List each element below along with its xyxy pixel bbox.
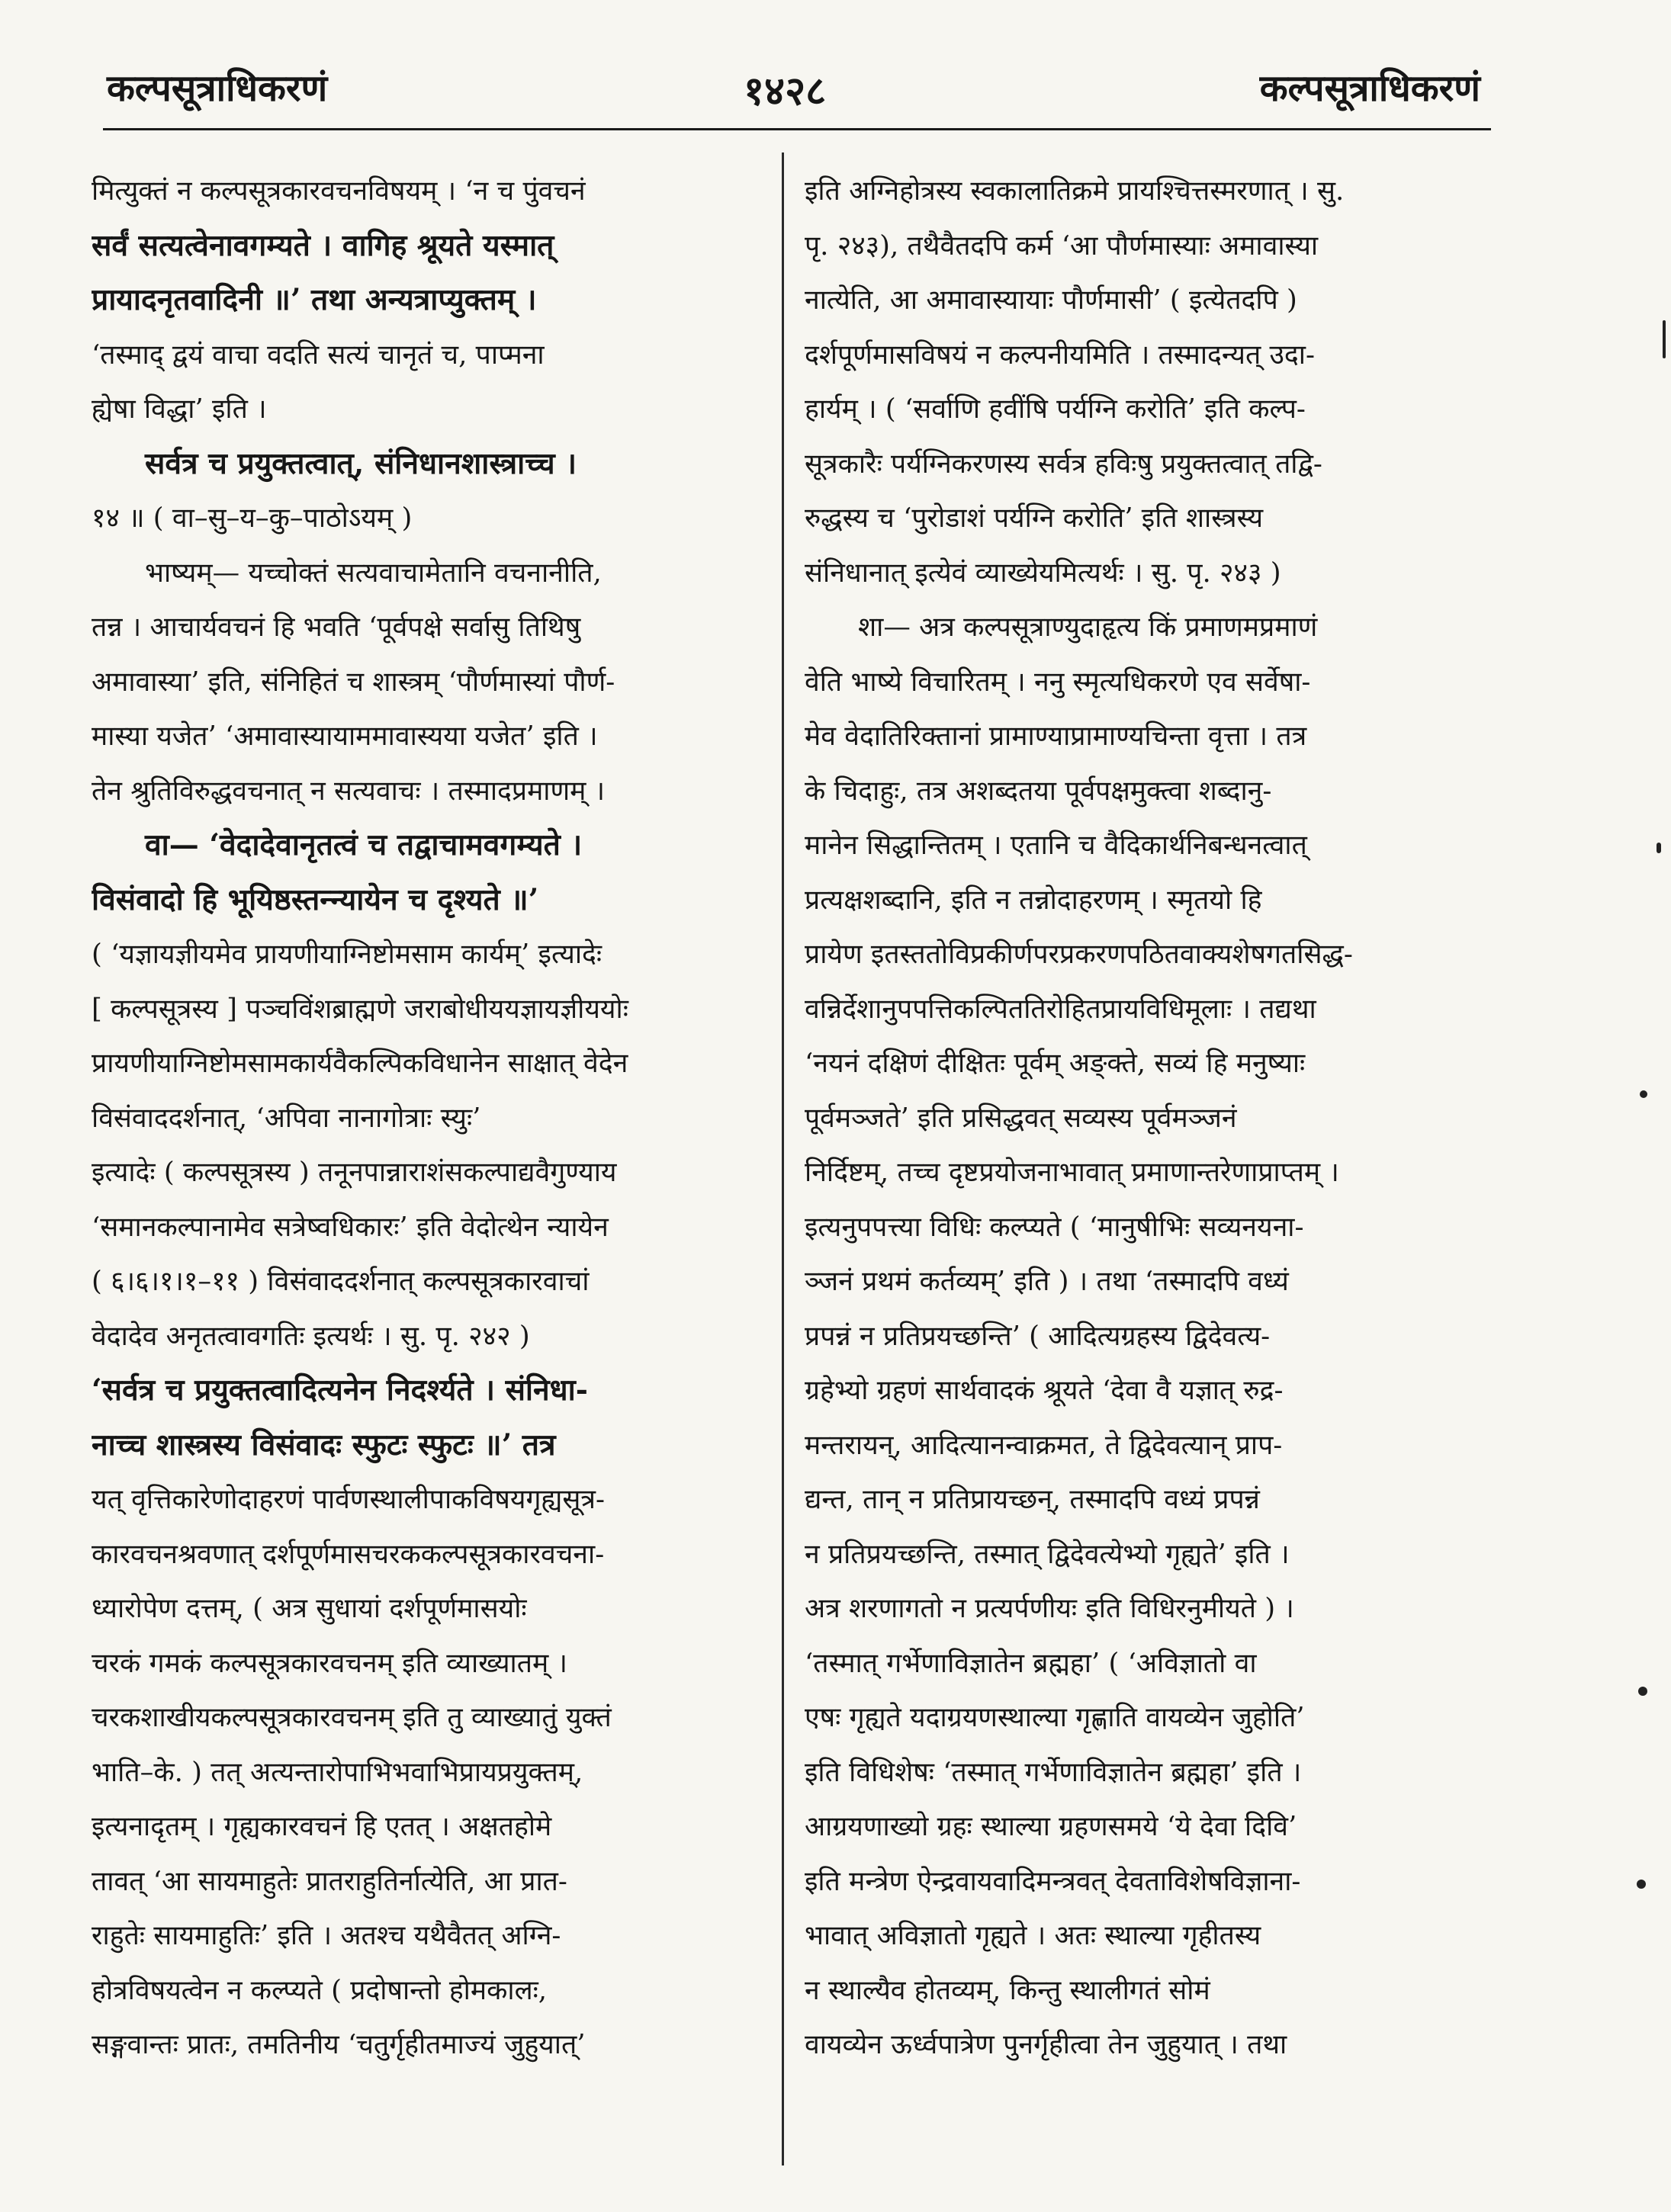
text-line: इत्यादेः ( कल्पसूत्रस्य ) तनूनपान्नाराशंसकल्पाद्यवैगुण्याय bbox=[92, 1157, 617, 1188]
text-line: प्रायादनृतवादिनी ॥’ तथा अन्यत्राप्युक्तम् । bbox=[92, 282, 537, 317]
text-line: वन्निर्देशानुपपत्तिकल्पिततिरोहितप्रायविधिमूलाः । तद्यथा bbox=[805, 993, 1316, 1025]
text-line: इति मन्त्रेण ऐन्द्रवायवादिमन्त्रवत् देवताविशेषविज्ञाना- bbox=[805, 1865, 1301, 1897]
text-line: इति विधिशेषः ‘तस्मात् गर्भेणाविज्ञातेन ब्रह्महा’ इति । bbox=[805, 1756, 1302, 1788]
text-line: ( ‘यज्ञायज्ञीयमेव प्रायणीयाग्निष्टोमसाम कार्यम्’ इत्यादेः bbox=[92, 939, 603, 970]
text-line: नात्येति, आ अमावास्यायाः पौर्णमासी’ ( इत्येतदपि ) bbox=[805, 284, 1297, 316]
text-line: रुद्धस्य च ‘पुरोडाशं पर्यग्नि करोति’ इति शास्त्रस्य bbox=[805, 502, 1264, 534]
running-head-right: कल्पसूत्राधिकरणं bbox=[1259, 67, 1480, 110]
text-line: १४ ॥ ( वा–सु–य–कु–पाठोऽयम् ) bbox=[92, 502, 413, 534]
text-line: ‘तस्मात् गर्भेणाविज्ञातेन ब्रह्महा’ ( ‘अविज्ञातो वा bbox=[805, 1647, 1257, 1679]
text-line: मित्युक्तं न कल्पसूत्रकारवचनविषयम् । ‘न च पुंवचनं bbox=[92, 175, 586, 207]
text-line: एषः गृह्यते यदाग्रयणस्थाल्या गृह्णाति वायव्येन जुहोति’ bbox=[805, 1702, 1305, 1733]
scan-speck bbox=[1663, 320, 1666, 358]
left-column bbox=[92, 164, 770, 2192]
text-line: वेदादेव अनृतत्वावगतिः इत्यर्थः । सु. पृ. २४२ ) bbox=[92, 1320, 530, 1352]
text-line: अमावास्या’ इति, संनिहितं च शास्त्रम् ‘पौर्णमास्यां पौर्ण- bbox=[92, 666, 615, 698]
text-line: यत् वृत्तिकारेणोदाहरणं पार्वणस्थालीपाकविषयगृह्यसूत्र- bbox=[92, 1484, 605, 1515]
text-line: वेति भाष्ये विचारितम् । ननु स्मृत्यधिकरणे एव सर्वेषा- bbox=[805, 666, 1311, 698]
text-line: दर्शपूर्णमासविषयं न कल्पनीयमिति । तस्मादन्यत् उदा- bbox=[805, 339, 1315, 371]
text-line: तेन श्रुतिविरुद्धवचनात् न सत्यवाचः । तस्मादप्रमाणम् । bbox=[92, 775, 606, 807]
text-line: मास्या यजेत’ ‘अमावास्यायाममावास्यया यजेत’ इति । bbox=[92, 721, 598, 752]
text-line: अत्र शरणागतो न प्रत्यर्पणीयः इति विधिरनुमीयते ) । bbox=[805, 1593, 1294, 1624]
text-line: न स्थाल्यैव होतव्यम्, किन्तु स्थालीगतं सोमं bbox=[805, 1974, 1210, 2006]
text-line: हार्यम् । ( ‘सर्वाणि हवींषि पर्यग्नि करोति’ इति कल्प- bbox=[805, 393, 1306, 425]
text-line: होत्रविषयत्वेन न कल्प्यते ( प्रदोषान्तो होमकालः, bbox=[92, 1974, 548, 2006]
scan-speck bbox=[1657, 843, 1661, 853]
text-line: संनिधानात् इत्येवं व्याख्येयमित्यर्थः । सु. पृ. २४३ ) bbox=[805, 557, 1281, 589]
text-line: तावत् ‘आ सायमाहुतेः प्रातराहुतिर्नात्येति, आ प्रात- bbox=[92, 1865, 567, 1897]
text-line: ‘सर्वत्र च प्रयुक्तत्वादित्यनेन निदर्श्यते । संनिधा- bbox=[92, 1372, 588, 1408]
right-column bbox=[805, 164, 1483, 2192]
text-line: सूत्रकारैः पर्यग्निकरणस्य सर्वत्र हविःषु प्रयुक्तत्वात् तद्वि- bbox=[805, 448, 1322, 480]
text-line: द्यन्त, तान् न प्रतिप्रायच्छन्, तस्मादपि वध्यं प्रपन्नं bbox=[805, 1484, 1260, 1515]
text-line: इत्यनुपपत्त्या विधिः कल्प्यते ( ‘मानुषीभिः सव्यनयना- bbox=[805, 1211, 1304, 1243]
text-line: ‘नयनं दक्षिणं दीक्षितः पूर्वम् अङ्क्ते, सव्यं हि मनुष्याः bbox=[805, 1048, 1306, 1079]
scan-speck bbox=[1637, 1880, 1646, 1889]
text-line: राहुतेः सायमाहुतिः’ इति । अतश्च यथैवैतत् अग्नि- bbox=[92, 1920, 561, 1951]
text-line: ध्यारोपेण दत्तम्, ( अत्र सुधायां दर्शपूर्णमासयोः bbox=[92, 1593, 527, 1624]
text-line: ‘तस्माद् द्वयं वाचा वदति सत्यं चानृतं च, पाप्मना bbox=[92, 339, 545, 371]
text-line: प्रत्यक्षशब्दानि, इति न तन्नोदाहरणम् । स्मृतयो हि bbox=[805, 884, 1262, 916]
text-line: न प्रतिप्रयच्छन्ति, तस्मात् द्विदेवत्येभ्यो गृह्यते’ इति । bbox=[805, 1538, 1290, 1570]
text-line: भाष्यम्— यच्चोक्तं सत्यवाचामेतानि वचनानीति, bbox=[145, 557, 602, 589]
text-line: मन्तरायन्, आदित्यानन्वाक्रमत, ते द्विदेवत्यान् प्राप- bbox=[805, 1429, 1283, 1461]
column-divider bbox=[782, 152, 784, 2165]
text-line: ञ्जनं प्रथमं कर्तव्यम्’ इति ) । तथा ‘तस्मादपि वध्यं bbox=[805, 1266, 1289, 1297]
text-line: नाच्च शास्त्रस्य विसंवादः स्फुटः स्फुटः ॥’ तत्र bbox=[92, 1427, 556, 1462]
text-line: निर्दिष्टम्, तच्च दृष्टप्रयोजनाभावात् प्रमाणान्तरेणाप्राप्तम् । bbox=[805, 1157, 1339, 1188]
text-line: के चिदाहुः, तत्र अशब्दतया पूर्वपक्षमुक्त्वा शब्दानु- bbox=[805, 775, 1272, 807]
text-line: प्रायेण इतस्ततोविप्रकीर्णपरप्रकरणपठितवाक्यशेषगतसिद्ध- bbox=[805, 939, 1353, 970]
text-line: प्रपन्नं न प्रतिप्रयच्छन्ति’ ( आदित्यग्रहस्य द्विदेवत्य- bbox=[805, 1320, 1271, 1352]
text-line: मानेन सिद्धान्तितम् । एतानि च वैदिकार्थनिबन्धनत्वात् bbox=[805, 830, 1307, 861]
running-head-left: कल्पसूत्राधिकरणं bbox=[107, 67, 328, 110]
text-line: सर्वत्र च प्रयुक्तत्वात्, संनिधानशास्त्राच्च । bbox=[145, 445, 577, 481]
text-line: पृ. २४३), तथैवैतदपि कर्म ‘आ पौर्णमास्याः अमावास्या bbox=[805, 230, 1319, 262]
header-rule bbox=[103, 128, 1491, 130]
text-line: चरकशाखीयकल्पसूत्रकारवचनम् इति तु व्याख्यातुं युक्तं bbox=[92, 1702, 612, 1733]
text-line: वायव्येन ऊर्ध्वपात्रेण पुनर्गृहीत्वा तेन जुहुयात् । तथा bbox=[805, 2029, 1287, 2060]
text-line: पूर्वमञ्जते’ इति प्रसिद्धवत् सव्यस्य पूर्वमञ्जनं bbox=[805, 1102, 1237, 1134]
text-line: ह्येषा विद्धा’ इति । bbox=[92, 393, 267, 425]
text-line: चरकं गमकं कल्पसूत्रकारवचनम् इति व्याख्यातम् । bbox=[92, 1647, 567, 1679]
text-line: सर्वं सत्यत्वेनावगम्यते । वागिह श्रूयते यस्मात् bbox=[92, 227, 554, 263]
text-line: प्रायणीयाग्निष्टोमसामकार्यवैकल्पिकविधानेन साक्षात् वेदेन bbox=[92, 1048, 628, 1079]
text-line: आग्रयणाख्यो ग्रहः स्थाल्या ग्रहणसमये ‘ये देवा दिवि’ bbox=[805, 1811, 1297, 1842]
text-line: वा— ‘वेदादेवानृतत्वं च तद्वाचामवगम्यते । bbox=[145, 827, 583, 862]
text-line: सङ्गवान्तः प्रातः, तमतिनीय ‘चतुर्गृहीतमाज्यं जुहुयात्’ bbox=[92, 2029, 586, 2060]
text-line: [ कल्पसूत्रस्य ] पञ्चविंशब्राह्मणे जराबोधीययज्ञायज्ञीययोः bbox=[92, 993, 628, 1025]
scan-speck bbox=[1640, 1090, 1647, 1098]
page-number: १४२८ bbox=[744, 68, 827, 114]
text-line: इति अग्निहोत्रस्य स्वकालातिक्रमे प्रायश्चित्तस्मरणात् । सु. bbox=[805, 175, 1345, 207]
text-line: ग्रहेभ्यो ग्रहणं सार्थवादकं श्रूयते ‘देवा वै यज्ञात् रुद्र- bbox=[805, 1375, 1284, 1406]
text-line: विसंवाददर्शनात्, ‘अपिवा नानागोत्राः स्युः’ bbox=[92, 1102, 481, 1134]
text-line: भाति–के. ) तत् अत्यन्तारोपाभिभवाभिप्रायप्रयुक्तम्, bbox=[92, 1756, 583, 1788]
text-line: कारवचनश्रवणात् दर्शपूर्णमासचरककल्पसूत्रकारवचना- bbox=[92, 1538, 605, 1570]
text-line: भावात् अविज्ञातो गृह्यते । अतः स्थाल्या गृहीतस्य bbox=[805, 1920, 1261, 1951]
text-line: ‘समानकल्पानामेव सत्रेष्वधिकारः’ इति वेदोत्थेन न्यायेन bbox=[92, 1211, 609, 1243]
text-line: विसंवादो हि भूयिष्ठस्तन्न्यायेन च दृश्यते ॥’ bbox=[92, 881, 539, 917]
text-line: ( ६।६।१।१–११ ) विसंवाददर्शनात् कल्पसूत्रकारवाचां bbox=[92, 1266, 590, 1297]
text-line: इत्यनादृतम् । गृह्यकारवचनं हि एतत् । अक्षतहोमे bbox=[92, 1811, 552, 1842]
text-line: मेव वेदातिरिक्तानां प्रामाण्याप्रामाण्यचिन्ता वृत्ता । तत्र bbox=[805, 721, 1307, 752]
text-line: तन्न । आचार्यवचनं हि भवति ‘पूर्वपक्षे सर्वासु तिथिषु bbox=[92, 612, 581, 643]
text-line: शा— अत्र कल्पसूत्राण्युदाहृत्य किं प्रमाणमप्रमाणं bbox=[858, 612, 1318, 643]
scan-speck bbox=[1638, 1687, 1647, 1696]
